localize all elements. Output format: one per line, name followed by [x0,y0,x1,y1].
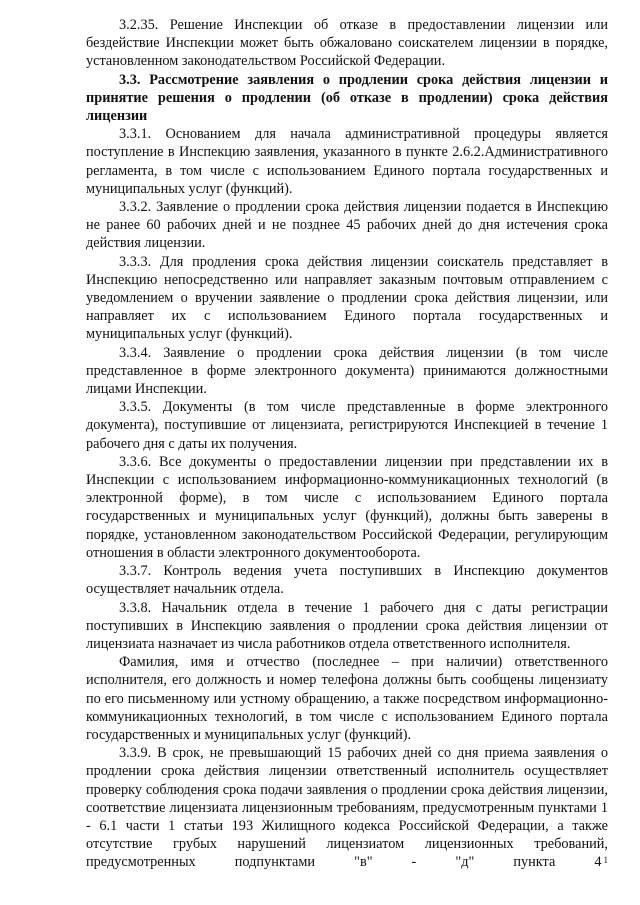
paragraph-3-3-1: 3.3.1. Основанием для начала административной процедуры является поступление в Инспекцию заявления, указанного в пункте 2.6.2.Административного регламента, в том числе с использованием Единого портала государственных и муниципальных услуг (функций). [86,126,608,197]
paragraph-3-3-8: 3.3.8. Начальник отдела в течение 1 рабочего дня с даты регистрации поступивших в Инспекцию заявления о продлении срока действия лицензии от лицензиата назначает из числа работников отдела ответственного исполнителя. [86,599,608,652]
superscript-marker: 1 [603,855,608,866]
section-heading-3-3: 3.3. Рассмотрение заявления о продлении срока действия лицензии и принятие решения о продлении (об отказе в продлении) срока действия лицензии [86,71,608,125]
paragraph-3-3-5: 3.3.5. Документы (в том числе представленные в форме электронного документа), поступившие от лицензиата, регистрируются Инспекцией в течение 1 рабочего дня с даты их получения. [86,399,608,452]
paragraph-3-3-2: 3.3.2. Заявление о продлении срока действия лицензии подается в Инспекцию не ранее 60 рабочих дней и не позднее 45 рабочих дней до дня истечения срока действия лицензии. [86,199,608,252]
paragraph-3-2-35: 3.2.35. Решение Инспекции об отказе в предоставлении лицензии или бездействие Инспекции может быть обжаловано соискателем лицензии в порядке, установленном законодательством Российской Федерации. [86,17,608,70]
paragraph-3-3-9 [86,744,608,871]
document-page [86,16,608,872]
paragraph-3-3-4: 3.3.4. Заявление о продлении срока действия лицензии (в том числе представленное в форме электронного документа) принимаются должностными лицами Инспекции. [86,344,608,398]
paragraph-3-3-9-text: 3.3.9. В срок, не превышающий 15 рабочих дней со дня приема заявления о продлении срока действия лицензии ответственный исполнитель осуществляет проверку соблюдения срока подачи заявления о продлении срока действия лицензии, соответствие лицензиата лицензионным требованиям, предусмотренным пунктами 1 - 6.1 части 1 статьи 193 Жилищного кодекса Российской Федерации, а также отсутствие грубых нарушений лицензиатом лицензионных требований, предусмотренных подпунктами "в" - "д" пункта 4 [86,745,608,871]
paragraph-3-3-6: 3.3.6. Все документы о предоставлении лицензии при представлении их в Инспекции с использованием информационно-коммуникационных технологий (в электронной форме), в том числе с использованием Единого портала государственных и муниципальных услуг (функций), должны быть заверены в порядке, установленном законодательством Российской Федерации, регулирующим отношения в области электронного документооборота. [86,453,608,561]
paragraph-3-3-7: 3.3.7. Контроль ведения учета поступивших в Инспекцию документов осуществляет начальник отдела. [86,563,608,598]
paragraph-3-3-3: 3.3.3. Для продления срока действия лицензии соискатель представляет в Инспекцию непосредственно или направляет заказным почтовым отправлением с уведомлением о вручении заявление о продлении срока действия лицензии, или направляет их с использованием Единого портала государственных и муниципальных услуг (функций). [86,253,608,343]
paragraph-responsible-person: Фамилия, имя и отчество (последнее – при наличии) ответственного исполнителя, его должность и номер телефона должны быть сообщены лицензиату по его письменному или устному обращению, а также посредством информационно-коммуникационных технологий, в том числе с использованием Единого портала государственных и муниципальных услуг (функций). [86,654,608,743]
